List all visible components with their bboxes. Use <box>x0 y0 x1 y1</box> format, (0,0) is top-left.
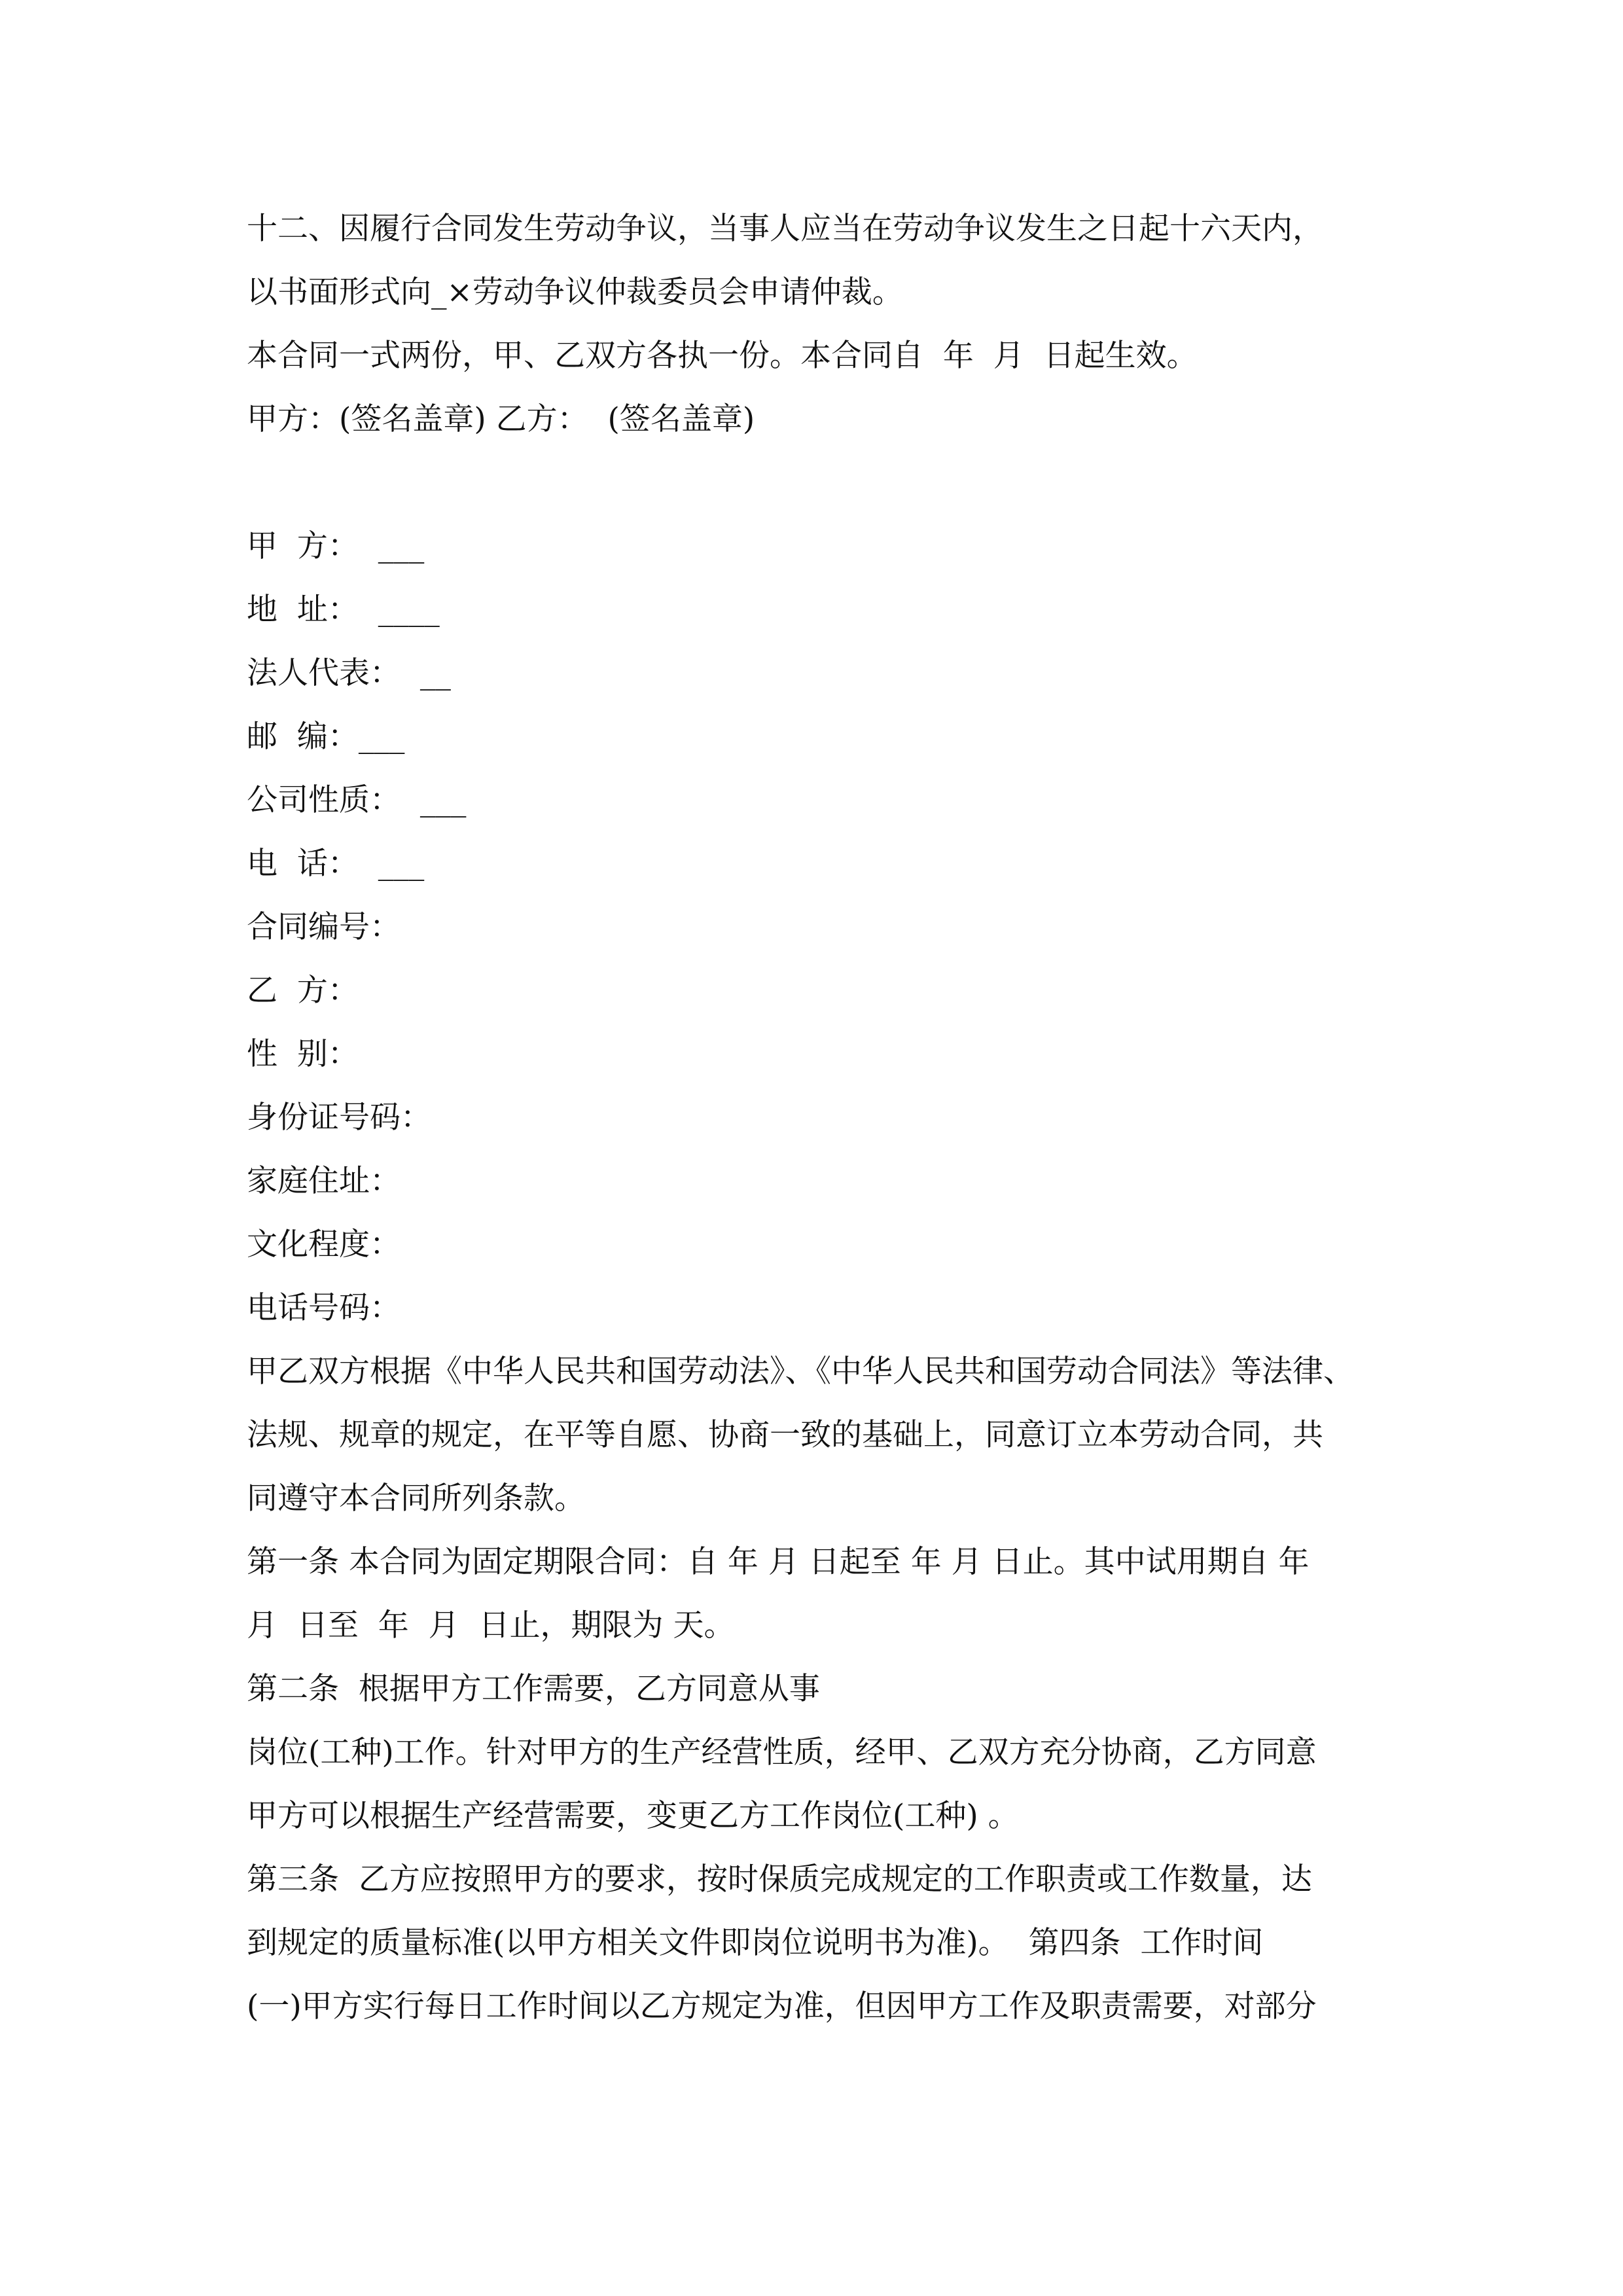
contract-number-field: 合同编号： <box>247 909 401 945</box>
article-2-line-2: 岗位(工种)工作。针对甲方的生产经营性质，经甲、乙双方充分协商，乙方同意 <box>247 1734 1317 1770</box>
education-field: 文化程度： <box>247 1227 401 1263</box>
phone-field: 电 话： ___ <box>247 846 425 882</box>
legal-representative-field: 法人代表： __ <box>247 655 451 691</box>
clause-12-line-2: 以书面形式向_×劳动争议仲裁委员会申请仲裁。 <box>247 274 903 310</box>
address-field: 地 址： ____ <box>247 592 440 628</box>
article-1-line-1: 第一条 本合同为固定期限合同：自 年 月 日起至 年 月 日止。其中试用期自 年 <box>247 1544 1310 1580</box>
gender-field: 性 别： <box>247 1036 359 1072</box>
article-2-line-1: 第二条 根据甲方工作需要，乙方同意从事 <box>247 1671 820 1707</box>
article-3-line-1: 第三条 乙方应按照甲方的要求，按时保质完成规定的工作职责或工作数量，达 <box>247 1861 1312 1897</box>
article-3-line-2: 到规定的质量标准(以甲方相关文件即岗位说明书为准)。 第四条 工作时间 <box>247 1925 1264 1961</box>
telephone-number-field: 电话号码： <box>247 1290 401 1326</box>
contract-copies-line: 本合同一式两份，甲、乙双方各执一份。本合同自 年 月 日起生效。 <box>247 338 1198 374</box>
postcode-field: 邮 编：___ <box>247 719 405 755</box>
article-2-line-3: 甲方可以根据生产经营需要，变更乙方工作岗位(工种) 。 <box>247 1798 1019 1834</box>
party-a-field: 甲 方： ___ <box>247 528 425 564</box>
home-address-field: 家庭住址： <box>247 1163 401 1199</box>
clause-12-line-1: 十二、因履行合同发生劳动争议，当事人应当在劳动争议发生之日起十六天内， <box>247 211 1323 247</box>
article-1-line-2: 月 日至 年 月 日止，期限为 天。 <box>247 1607 735 1643</box>
id-number-field: 身份证号码： <box>247 1100 431 1136</box>
preamble-line-3: 同遵守本合同所列条款。 <box>247 1480 585 1516</box>
company-nature-field: 公司性质： ___ <box>247 782 467 818</box>
article-4-item-1-line: (一)甲方实行每日工作时间以乙方规定为准，但因甲方工作及职责需要，对部分 <box>247 1988 1317 2024</box>
preamble-line-2: 法规、规章的规定，在平等自愿、协商一致的基础上，同意订立本劳动合同，共 <box>247 1417 1323 1453</box>
party-b-field: 乙 方： <box>247 973 359 1009</box>
preamble-line-1: 甲乙双方根据《中华人民共和国劳动法》、《中华人民共和国劳动合同法》等法律、 <box>247 1354 1354 1390</box>
signature-line: 甲方：(签名盖章) 乙方： (签名盖章) <box>247 401 755 437</box>
